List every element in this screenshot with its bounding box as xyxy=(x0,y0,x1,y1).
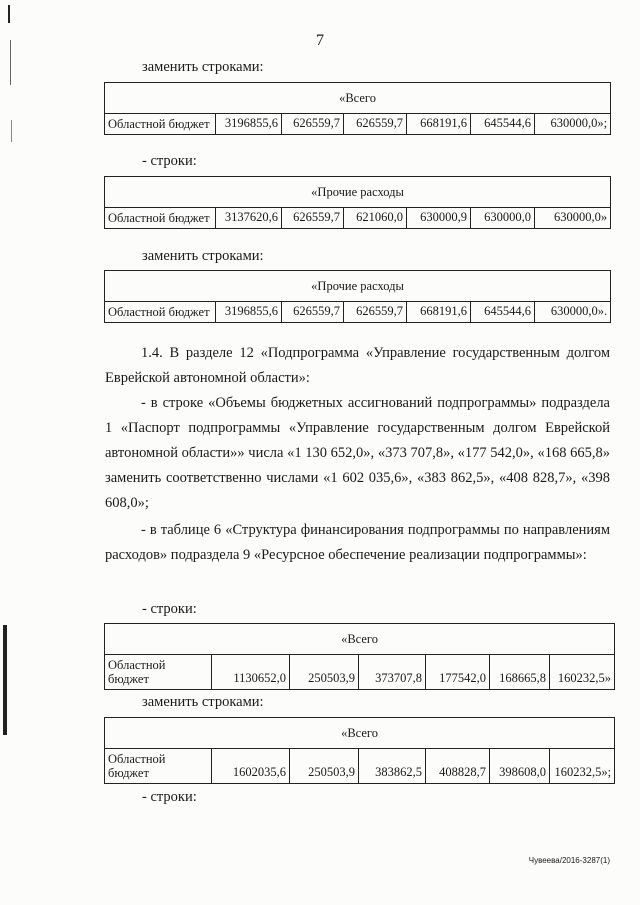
budget-table xyxy=(104,82,611,135)
table-cell: 250503,9 xyxy=(290,749,359,784)
table-cell: 160232,5» xyxy=(550,655,615,690)
table-header: «Всего xyxy=(105,624,615,655)
table-cell: 626559,7 xyxy=(282,114,344,135)
paragraph: - в строке «Объемы бюджетных ассигнований подпрограммы» подраздела 1 «Паспорт подпрограммы «Управление государственным долгом Еврейской автономной области»» числа «1 130 652,0», «373 707,8», «177 542,0», «168 665,8» заменить соответственно числами «1 602 035,6», «383 862,5», «408 828,7», «398 608,0»; xyxy=(105,395,610,511)
table-cell: 383862,5 xyxy=(359,749,426,784)
row-label: Областной бюджет xyxy=(105,749,212,784)
table-cell: 177542,0 xyxy=(426,655,490,690)
table-header: «Всего xyxy=(105,83,611,114)
scan-edge-mark xyxy=(11,120,12,142)
table-header: «Всего xyxy=(105,718,615,749)
row-label: Областной бюджет xyxy=(105,114,216,135)
table-cell: 373707,8 xyxy=(359,655,426,690)
table-cell: 626559,7 xyxy=(282,208,344,229)
table-cell: 645544,6 xyxy=(471,114,535,135)
table-cell: 645544,6 xyxy=(471,302,535,323)
table-cell: 3196855,6 xyxy=(216,114,282,135)
table-cell: 3137620,6 xyxy=(216,208,282,229)
document-footer-code: Чувеева/2016-3287(1) xyxy=(528,856,610,865)
table-cell: 630000,0». xyxy=(535,302,611,323)
table-cell: 398608,0 xyxy=(490,749,550,784)
page-number: 7 xyxy=(316,32,324,49)
scan-edge-mark xyxy=(8,5,10,23)
instruction-line: - строки: xyxy=(142,789,197,805)
table-cell: 1130652,0 xyxy=(212,655,290,690)
row-label: Областной бюджет xyxy=(105,655,212,690)
table-cell: 668191,6 xyxy=(407,114,471,135)
budget-table xyxy=(104,717,615,784)
table-cell: 630000,0»; xyxy=(535,114,611,135)
paragraph: 1.4. В разделе 12 «Подпрограмма «Управление государственным долгом Еврейской автономной области»: xyxy=(105,345,610,386)
table-cell: 408828,7 xyxy=(426,749,490,784)
table-cell: 668191,6 xyxy=(407,302,471,323)
table-cell: 621060,0 xyxy=(344,208,407,229)
scan-edge-mark xyxy=(3,625,7,735)
row-label: Областной бюджет xyxy=(105,208,216,229)
instruction-line: заменить строками: xyxy=(142,59,264,75)
table-cell: 630000,9 xyxy=(407,208,471,229)
table-cell: 630000,0» xyxy=(535,208,611,229)
paragraph: - в таблице 6 «Структура финансирования подпрограммы по направлениям расходов» подраздела 9 «Ресурсное обеспечение реализации подпрограммы»: xyxy=(105,522,610,563)
table-cell: 168665,8 xyxy=(490,655,550,690)
table-header: «Прочие расходы xyxy=(105,177,611,208)
table-cell: 630000,0 xyxy=(471,208,535,229)
table-cell: 1602035,6 xyxy=(212,749,290,784)
instruction-line: заменить строками: xyxy=(142,694,264,710)
table-cell: 3196855,6 xyxy=(216,302,282,323)
budget-table xyxy=(104,623,615,690)
table-cell: 626559,7 xyxy=(282,302,344,323)
budget-table xyxy=(104,176,611,229)
table-cell: 626559,7 xyxy=(344,114,407,135)
table-cell: 250503,9 xyxy=(290,655,359,690)
table-cell: 160232,5»; xyxy=(550,749,615,784)
instruction-line: заменить строками: xyxy=(142,248,264,264)
row-label: Областной бюджет xyxy=(105,302,216,323)
instruction-line: - строки: xyxy=(142,153,197,169)
budget-table xyxy=(104,270,611,323)
table-header: «Прочие расходы xyxy=(105,271,611,302)
table-cell: 626559,7 xyxy=(344,302,407,323)
instruction-line: - строки: xyxy=(142,601,197,617)
